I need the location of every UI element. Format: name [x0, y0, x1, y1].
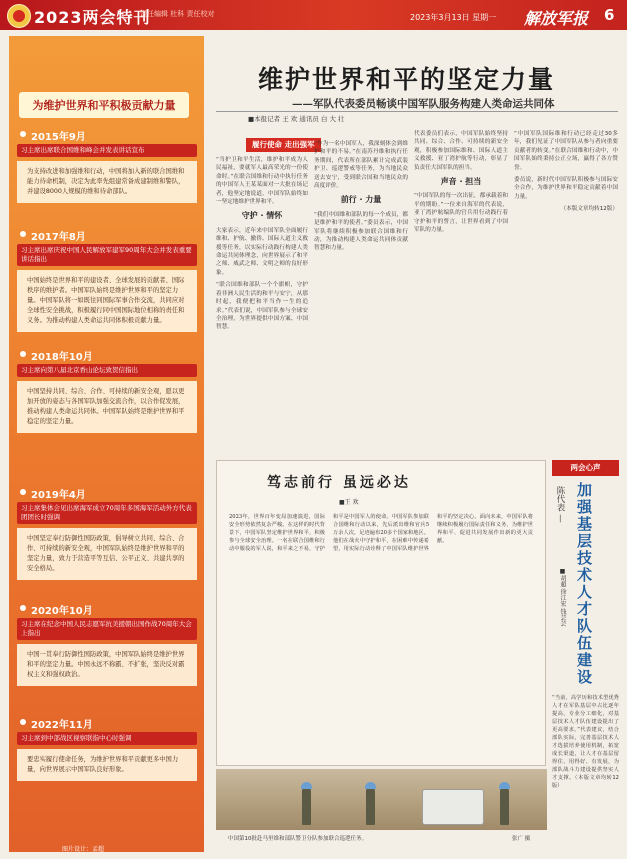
timeline-description: 中国始终是世界和平的建设者、全球发展的贡献者、国际秩序的维护者。中国军队始终是维护世界和平的坚定力量。中国军队将一如既往同国际军事合作交流，共同应对全球性安全挑战，积极履行同中国国际地位相称的责任和义务。为推动构建人类命运共同体积极贡献力量。 — [17, 270, 197, 332]
paragraph: “我们中国维和部队的每一个成员，都是维护和平的使者。”委员表示，中国军队将继续积极参加联合国维和行动，为推动构建人类命运共同体贡献智慧和力量。 — [314, 211, 408, 252]
commentary-box — [216, 460, 546, 766]
emblem-icon — [7, 4, 31, 28]
article-subhead: ——军队代表委员畅谈中国军队服务构建人类命运共同体 — [292, 98, 555, 110]
news-photo — [216, 769, 547, 830]
timeline-year: 2018年10月 — [17, 348, 197, 362]
timeline-entry — [17, 602, 197, 686]
patrol-vehicle-graphic — [422, 789, 484, 825]
commentary-title: 笃志前行 虽远必达 — [267, 475, 411, 491]
timeline-year: 2022年11月 — [17, 716, 197, 730]
timeline-description: 要忠实履行使命任务，为维护世界和平贡献更多中国力量，向世界展示中国军队良好形象。 — [17, 749, 197, 781]
side-feature-header: 两会心声 — [552, 460, 619, 476]
paragraph: “作为一名中国军人，我深刻体会到维护和平的不易。”在南苏丹维和执行任务期间，代表所在部队累计完成武装护卫、巡逻警戒等任务，为当地民众送去安宁，受到联合国和当地民众的高度评价。 — [314, 141, 408, 190]
newspaper-name: 解放军报 — [524, 9, 589, 28]
article-column — [216, 156, 308, 454]
timeline-entry — [17, 486, 197, 580]
timeline-year: 2017年8月 — [17, 228, 197, 242]
photo-credit: 张广 摄 — [512, 836, 531, 842]
timeline-description: 中国坚持共同、综合、合作、可持续的新安全观，愿以更加开放的姿态与各国军队加强交流合作，以合作促发展，推动构建人类命运共同体。中国军队始终是维护世界和平稳定的坚定力量。 — [17, 381, 197, 433]
editor-credits: 责任编辑 杜科 责任校对 — [140, 10, 215, 18]
paragraph: “当护卫和平生活，维护和平成为人民福祉，要就军人最高荣光的一份使命时。”在联合国维和行动中执行任务的中国军人王某某面对一大批在场记者，他坚定地说道，中国军队始终如一坚定地维护世界和平。 — [216, 157, 308, 206]
timeline-event: 习主席出席联合国维和峰会并发表讲话宣布 — [17, 144, 197, 157]
blue-helmet-icon — [499, 782, 510, 789]
article-column — [314, 140, 408, 454]
side-feature-text: “当前，高学历和技术型优秀人才在军队基层中占比逐年提高，专业分工细化，对基层技术人才队伍建设提出了更高要求。”代表建议，结合部队实际，完善基层技术人才选拔培养使用机制，拓宽成长渠道，让人才在基层留得住、用得好、有发展，为部队战斗力建设提供坚实人才支撑。（本版文章均转12版） — [552, 695, 619, 789]
paragraph: “中国军队国际维和行动已经走过30多年，我们见证了中国军队从参与者向重要贡献者的转变。”在联合国维和行动中，中国军队始终秉持公正立场，赢得了各方赞誉。 — [514, 131, 618, 171]
side-feature-speaker: 陈代表 — — [555, 486, 565, 523]
sidebar-title: 为维护世界和平积极贡献力量 — [32, 99, 176, 112]
timeline-entry — [17, 716, 197, 781]
photo-caption: 中国第10批赴马里维和部队警卫分队参加联合巡逻任务。 — [228, 836, 368, 842]
divider — [216, 111, 618, 112]
article-headline: 维护世界和平的坚定力量 — [258, 65, 556, 94]
timeline-entry — [17, 348, 197, 433]
masthead-bar — [0, 0, 627, 30]
paragraph: “联合国维和部队一个个旗帜，守护着非洲人民生活的和平与安宁，从那时起，我便把和平当作一生的追求。”代表们说，中国军队参与全球安全治理，为世界提供中国方案、中国智慧。 — [216, 282, 308, 331]
designer-credit: 图片设计：孟超 — [62, 846, 105, 853]
timeline-event: 习主席到中部战区视察联指中心时强调 — [17, 732, 197, 745]
soldier-figure — [302, 787, 311, 825]
section-heading: 守护 · 情怀 — [241, 211, 283, 221]
timeline-description: 中国一贯奉行防御性国防政策，中国军队始终是维护世界和平的坚定力量。中国永远不称霸、不扩张，坚决反对霸权主义和强权政治。 — [17, 644, 197, 686]
timeline-description: 中国坚定奉行防御性国防政策，倡导树立共同、综合、合作、可持续的新安全观，中国军队始终是维护世界和平的坚定力量，致力于营造平等互信、公平正义、共建共享的安全格局。 — [17, 528, 197, 580]
commentary-byline: ■王 欢 — [339, 499, 359, 506]
blue-helmet-icon — [365, 782, 376, 789]
paragraph: “中国军队的每一次出征，都承载着和平的期盼。”一位来自海军的代表说，亚丁湾护航编队的官兵用行动践行着守护和平的誓言，让世界看到了中国军队的力量。 — [414, 193, 508, 234]
issue-date: 2023年3月13日 星期一 — [410, 13, 497, 22]
timeline-year: 2020年10月 — [17, 602, 197, 616]
soldier-figure — [500, 787, 509, 825]
article-byline: ■本报记者 王 欢 通讯员 白 大 壮 — [248, 115, 345, 123]
paragraph: 大家表示，近年来中国军队全面履行维和、护航、撤侨、国际人道主义救援等任务，以实际行动践行构建人类命运共同体理念，向世界展示了和平之师、威武之师、文明之师的良好形象。 — [216, 227, 308, 276]
section-heading: 前行 · 力量 — [340, 195, 382, 205]
side-feature-title: 加强基层技术人才队伍建设 — [575, 482, 593, 686]
timeline-event: 习主席出席庆祝中国人民解放军建军90周年大会并发表重要讲话指出 — [17, 244, 197, 266]
section-tag: 履行使命 走出强军 — [246, 138, 321, 152]
sidebar-title-banner — [19, 92, 189, 118]
timeline-event: 习主席向第八届北京香山论坛致贺信指出 — [17, 364, 197, 377]
paragraph: 委员说，新时代中国军队积极参与国际安全合作，为维护世界和平稳定贡献着中国力量。 — [514, 177, 618, 200]
article-column — [514, 130, 618, 454]
continued-note: （本版文章均转12版） — [560, 206, 618, 213]
timeline-entry — [17, 128, 197, 203]
article-column — [414, 130, 508, 454]
timeline-event: 习主席在纪念中国人民志愿军抗美援朝出国作战70周年大会上指出 — [17, 618, 197, 640]
timeline-entry — [17, 228, 197, 332]
timeline-year: 2019年4月 — [17, 486, 197, 500]
paragraph: 代表委员们表示，中国军队始终坚持共同、综合、合作、可持续的新安全观，积极参加国际维和、国际人道主义救援、亚丁湾护航等行动，彰显了负责任大国军队的担当。 — [414, 131, 508, 171]
timeline-description: 为支持改进和加强维和行动，中国将加入新的联合国维和能力待命机制，决定为此率先组建常备成建制维和警队，并建设8000人规模的维和待命部队。 — [17, 161, 197, 203]
timeline-year: 2015年9月 — [17, 128, 197, 142]
page-number: 6 — [604, 6, 615, 24]
commentary-text: 2023年，世界百年变局加速演进，国际安全形势依然复杂严峻。在这样的时代背景下，中国军队坚定维护世界和平，积极参与全球安全治理。一名在联合国维和行动中服役的军人说，和平来之不易，守护和平是中国军人的使命。中国军队参加联合国维和行动以来，先后派出维和官兵5万余人次，足迹遍布20多个国家和地区。他们在战火中守护和平，在困难中传递希望，用实际行动诠释了中国军队维护世界和平的坚定决心。面向未来，中国军队将继续积极履行国际责任和义务，为维护世界和平、促进共同发展作出新的更大贡献。 — [229, 514, 533, 552]
timeline-sidebar — [9, 36, 204, 852]
side-feature-authors: ■胡超 徐江宏 钱芸芸 — [559, 568, 566, 627]
section-heading: 声音 · 担当 — [440, 177, 482, 187]
blue-helmet-icon — [301, 782, 312, 789]
special-edition-title: 2023两会特刊 — [34, 8, 151, 27]
timeline-event: 习主席集体会见出席海军成立70周年多国海军活动外方代表团团长时强调 — [17, 502, 197, 524]
soldier-figure — [366, 787, 375, 825]
side-feature — [552, 460, 619, 852]
